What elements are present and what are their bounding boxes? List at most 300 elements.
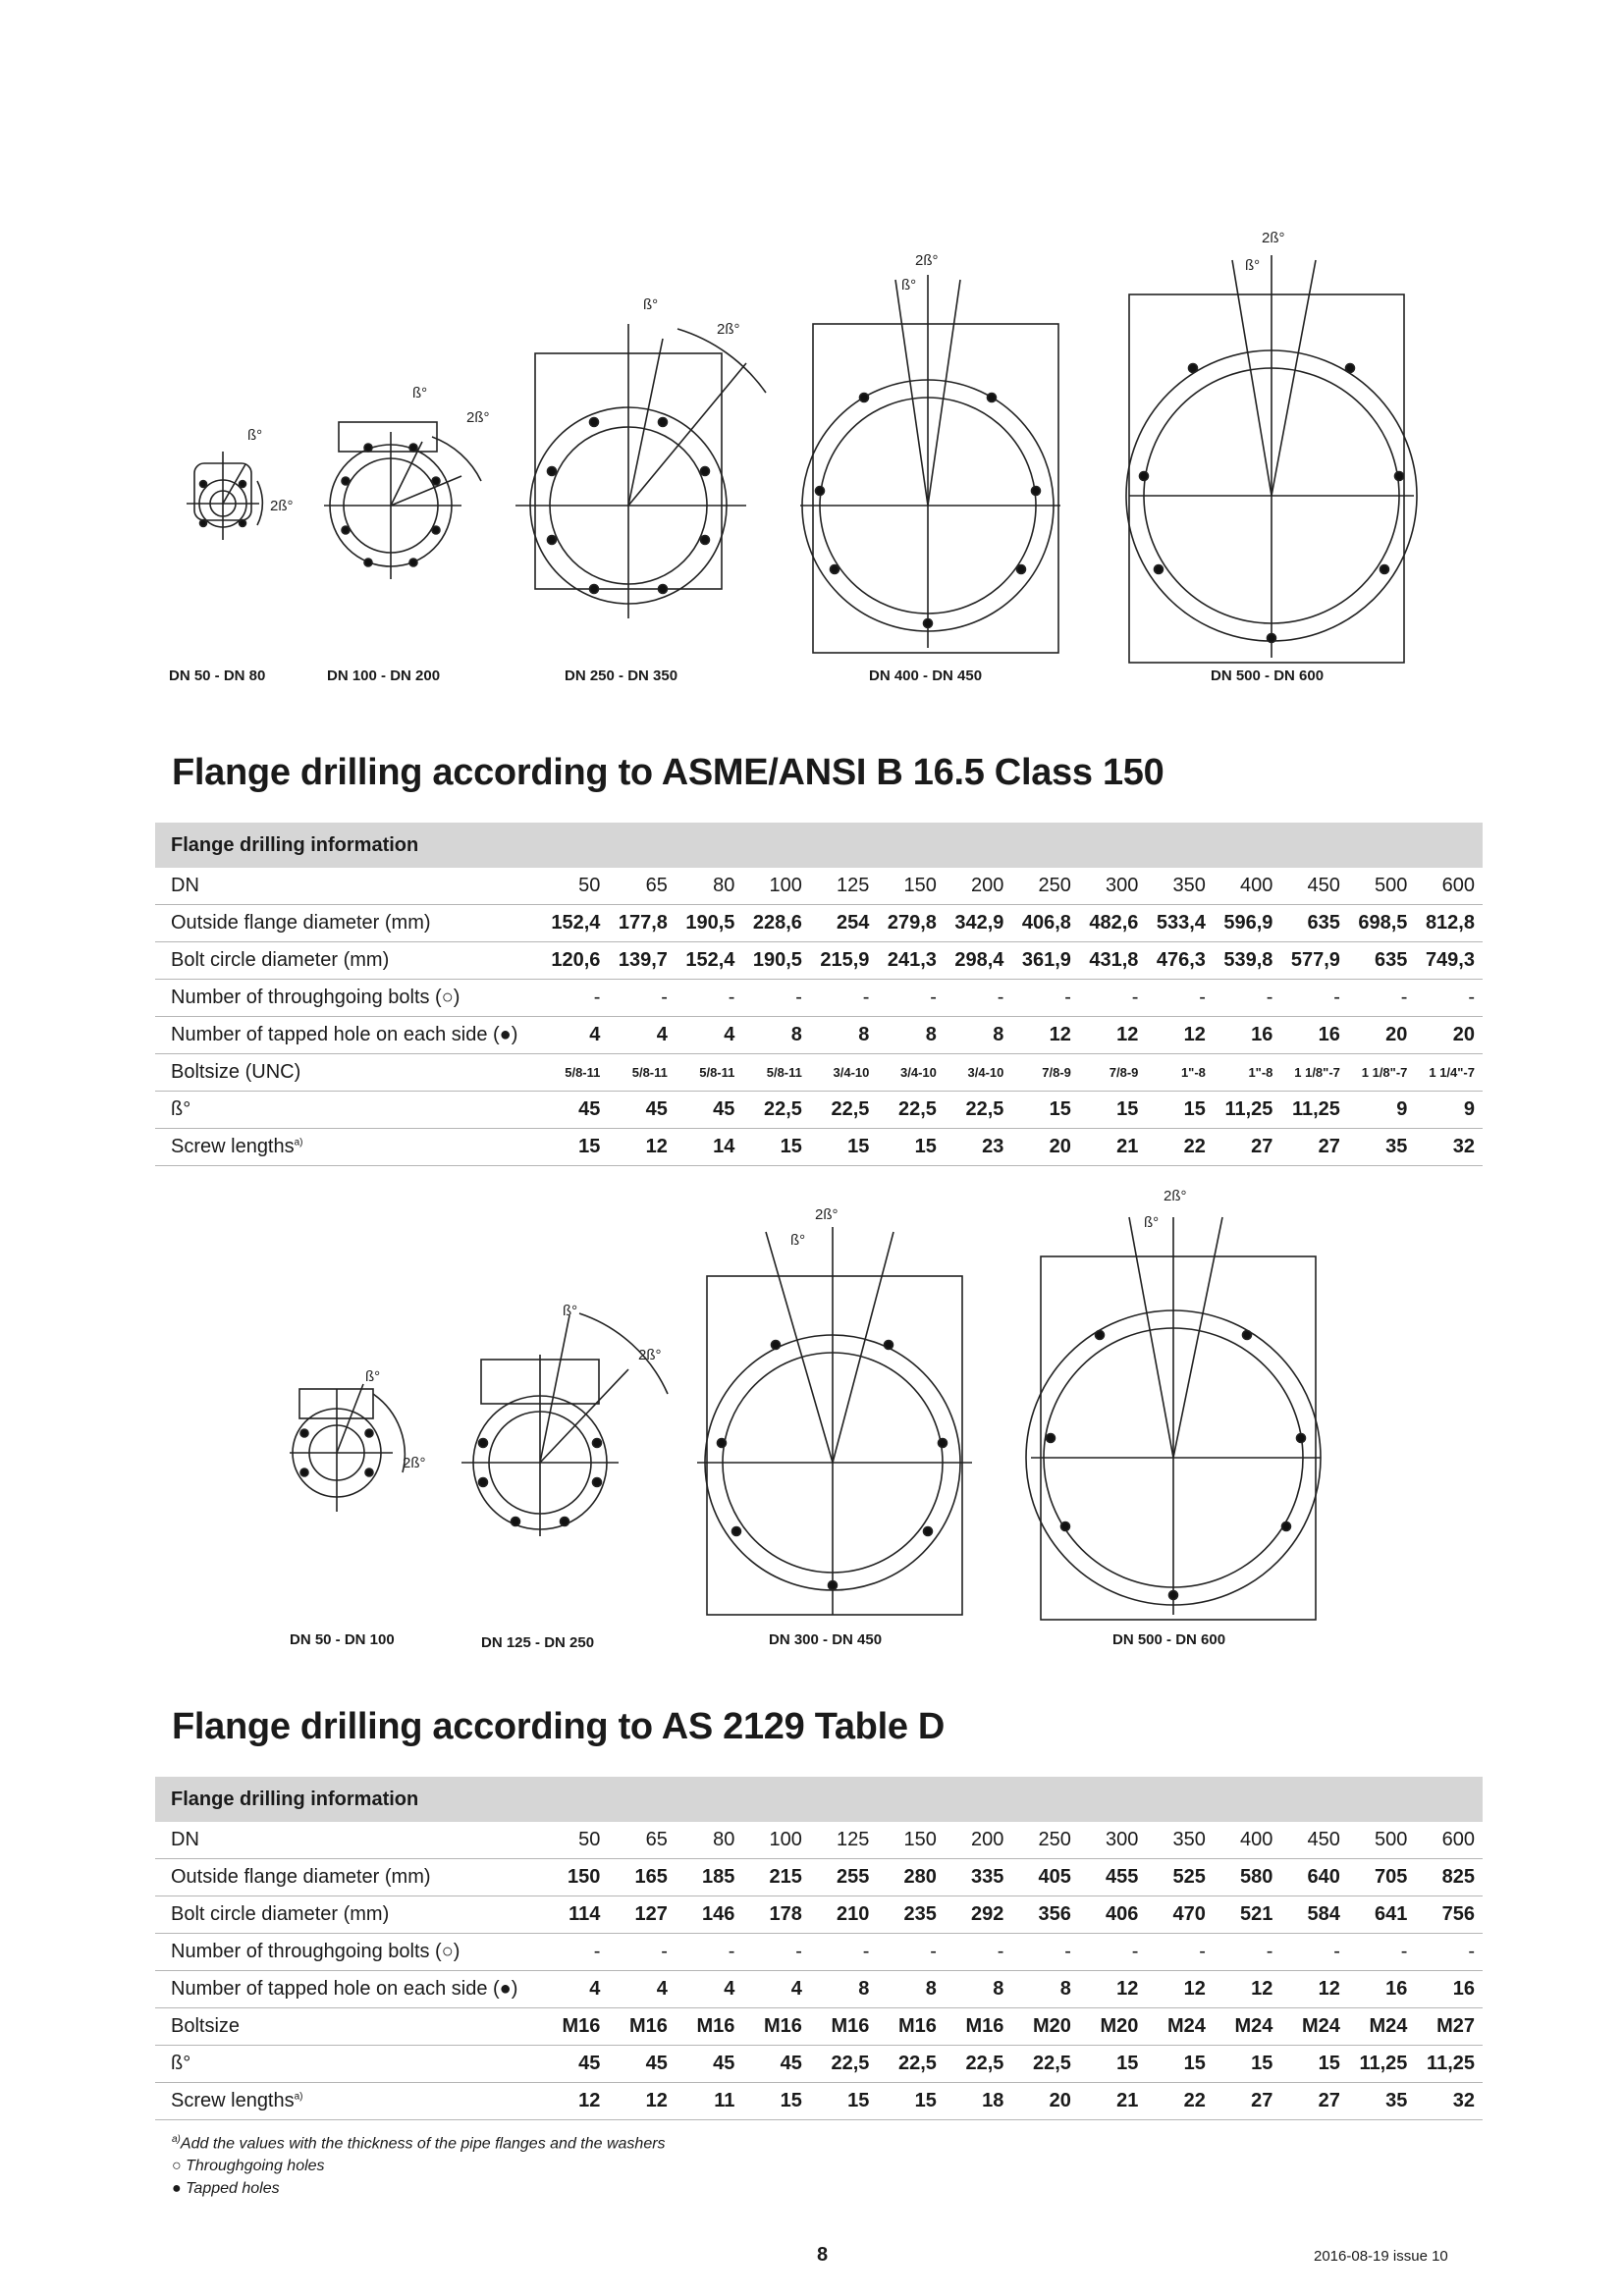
table-cell: 15 [1079, 2046, 1147, 2083]
table-row [155, 1092, 1483, 1129]
table-cell: 146 [676, 1896, 743, 1934]
row-label [155, 1896, 541, 1934]
table-cell: 1"-8 [1146, 1054, 1214, 1092]
table-cell: 22,5 [945, 2046, 1012, 2083]
table-cell: 35 [1348, 2083, 1416, 2120]
table-cell: 8 [810, 1971, 878, 2008]
table-cell: 3/4-10 [945, 1054, 1012, 1092]
table-row [155, 2046, 1483, 2083]
flange-drawings-svg-2 [0, 1178, 1624, 1659]
table-cell: - [810, 1934, 878, 1971]
table-cell: 12 [1146, 1017, 1214, 1054]
table-cell: 361,9 [1011, 942, 1079, 980]
table-cell: 80 [676, 1822, 743, 1859]
table-cell: 15 [541, 1129, 609, 1166]
table-cell: 22,5 [945, 1092, 1012, 1129]
row-label [155, 1017, 541, 1054]
table-cell: M16 [877, 2008, 945, 2046]
table-cell: 152,4 [541, 905, 609, 942]
table-cell: 15 [877, 2083, 945, 2120]
valve-drawing-dn125-250 [461, 1313, 668, 1536]
table-cell: 45 [742, 2046, 810, 2083]
table-cell: 18 [945, 2083, 1012, 2120]
table-cell: 250 [1011, 1822, 1079, 1859]
table-cell: 450 [1280, 1822, 1348, 1859]
table-cell: 756 [1415, 1896, 1483, 1934]
table-cell: 3/4-10 [810, 1054, 878, 1092]
table-cell: 15 [877, 1129, 945, 1166]
table-cell: 12 [1079, 1017, 1147, 1054]
table-cell: 200 [945, 1822, 1012, 1859]
issue-date: 2016-08-19 issue 10 [1314, 2248, 1448, 2265]
table-cell: 45 [608, 1092, 676, 1129]
table-cell: 584 [1280, 1896, 1348, 1934]
table-cell: 7/8-9 [1079, 1054, 1147, 1092]
row-label-text: DN [171, 1829, 199, 1850]
beta-label-7: ß° [563, 1303, 578, 1319]
table-cell: - [1348, 1934, 1416, 1971]
table-cell: 8 [742, 1017, 810, 1054]
table-cell: 8 [945, 1017, 1012, 1054]
table-cell: 21 [1079, 2083, 1147, 2120]
table-cell: 812,8 [1415, 905, 1483, 942]
table-cell: 23 [945, 1129, 1012, 1166]
row-label [155, 1054, 541, 1092]
table-cell: - [1011, 980, 1079, 1017]
row-label [155, 868, 541, 905]
table-cell: M24 [1348, 2008, 1416, 2046]
table-cell: 16 [1280, 1017, 1348, 1054]
table-cell: 577,9 [1280, 942, 1348, 980]
table-cell: - [1214, 980, 1281, 1017]
valve-drawing-dn50-100 [290, 1384, 405, 1512]
table-cell: 825 [1415, 1859, 1483, 1896]
table-header: Flange drilling information [155, 823, 1483, 868]
table-cell: 150 [877, 868, 945, 905]
two-beta-label-9: 2ß° [1164, 1188, 1187, 1204]
table-cell: 114 [541, 1896, 609, 1934]
table-cell: 525 [1146, 1859, 1214, 1896]
row-label-text: ß° [171, 2053, 191, 2074]
table-cell: - [541, 980, 609, 1017]
table-cell: 8 [810, 1017, 878, 1054]
table-cell: 50 [541, 1822, 609, 1859]
valve-drawing-dn250-350 [515, 324, 766, 618]
flange-table-as2129 [155, 1777, 1483, 2120]
table-cell: 65 [608, 868, 676, 905]
table-row [155, 1971, 1483, 2008]
table-cell: 21 [1079, 1129, 1147, 1166]
table-cell: - [1146, 980, 1214, 1017]
row-label [155, 1934, 541, 1971]
table-cell: 4 [742, 1971, 810, 2008]
row-label [155, 1859, 541, 1896]
table-cell: 235 [877, 1896, 945, 1934]
table-cell: 177,8 [608, 905, 676, 942]
table-cell: 4 [541, 1971, 609, 2008]
row-label [155, 905, 541, 942]
row-label [155, 942, 541, 980]
table-cell: - [945, 1934, 1012, 1971]
table-cell: 241,3 [877, 942, 945, 980]
row-label-text: Screw lengths [171, 2090, 295, 2111]
table-header: Flange drilling information [155, 1777, 1483, 1822]
figure-caption: DN 50 - DN 80 [169, 667, 266, 684]
table-cell: 11,25 [1415, 2046, 1483, 2083]
table-cell: 596,9 [1214, 905, 1281, 942]
table-cell: 100 [742, 1822, 810, 1859]
valve-drawing-dn50-80 [187, 452, 262, 540]
table-cell: - [1214, 1934, 1281, 1971]
table-cell: 250 [1011, 868, 1079, 905]
table-cell: 178 [742, 1896, 810, 1934]
table-cell: 100 [742, 868, 810, 905]
beta-label-5: ß° [1245, 257, 1261, 274]
table-cell: M27 [1415, 2008, 1483, 2046]
table-cell: 15 [1079, 1092, 1147, 1129]
flange-drawings-svg-1 [0, 226, 1624, 697]
table-cell: - [676, 1934, 743, 1971]
row-label-text: Outside flange diameter (mm) [171, 1866, 431, 1888]
table-cell: 580 [1214, 1859, 1281, 1896]
valve-drawing-dn500-600 [1026, 1217, 1321, 1620]
table-cell: 45 [541, 1092, 609, 1129]
table-cell: 470 [1146, 1896, 1214, 1934]
table-cell: 335 [945, 1859, 1012, 1896]
table-cell: 190,5 [676, 905, 743, 942]
table-cell: 600 [1415, 1822, 1483, 1859]
valve-drawing-dn300-450 [697, 1227, 972, 1615]
table-cell: 298,4 [945, 942, 1012, 980]
row-label [155, 1129, 541, 1166]
two-beta-label-3: 2ß° [717, 321, 740, 338]
table-cell: 482,6 [1079, 905, 1147, 942]
table-cell: 50 [541, 868, 609, 905]
table-row [155, 1934, 1483, 1971]
table-cell: 35 [1348, 1129, 1416, 1166]
row-label-text: Number of throughgoing bolts (○) [171, 987, 460, 1008]
table-cell: 5/8-11 [742, 1054, 810, 1092]
beta-label-8: ß° [790, 1232, 806, 1249]
table-cell: 539,8 [1214, 942, 1281, 980]
beta-label-1: ß° [247, 427, 263, 444]
table-cell: 3/4-10 [877, 1054, 945, 1092]
flange-drawings-asme [0, 226, 1624, 697]
two-beta-label-8: 2ß° [815, 1206, 839, 1223]
beta-label-6: ß° [365, 1368, 381, 1385]
two-beta-label-6: 2ß° [403, 1455, 426, 1471]
table-cell: M16 [676, 2008, 743, 2046]
row-label [155, 980, 541, 1017]
footnote-ref: a) [294, 2091, 303, 2103]
table-cell: 4 [676, 1971, 743, 2008]
table-cell: 190,5 [742, 942, 810, 980]
table-cell: 292 [945, 1896, 1012, 1934]
table-cell: 16 [1348, 1971, 1416, 2008]
figure-caption: DN 500 - DN 600 [1211, 667, 1325, 684]
page-number: 8 [817, 2244, 829, 2266]
table-cell: M24 [1280, 2008, 1348, 2046]
table-cell: 5/8-11 [608, 1054, 676, 1092]
table-cell: 11,25 [1280, 1092, 1348, 1129]
table-cell: - [742, 980, 810, 1017]
table-cell: 255 [810, 1859, 878, 1896]
table-cell: 12 [1079, 1971, 1147, 2008]
table-cell: 15 [810, 2083, 878, 2120]
table-cell: 1"-8 [1214, 1054, 1281, 1092]
table-cell: 400 [1214, 868, 1281, 905]
table-cell: 533,4 [1146, 905, 1214, 942]
table-cell: 15 [810, 1129, 878, 1166]
table-cell: - [1415, 980, 1483, 1017]
table-cell: - [1011, 1934, 1079, 1971]
table-cell: - [1280, 980, 1348, 1017]
table-cell: 4 [541, 1017, 609, 1054]
table-cell: 450 [1280, 868, 1348, 905]
table-row [155, 980, 1483, 1017]
row-label-text: Boltsize [171, 2015, 241, 2037]
table-cell: 4 [676, 1017, 743, 1054]
flange-drawings-as2129 [0, 1178, 1624, 1659]
table-cell: 150 [877, 1822, 945, 1859]
table-cell: 20 [1348, 1017, 1416, 1054]
table-cell: 8 [1011, 1971, 1079, 2008]
table-cell: 356 [1011, 1896, 1079, 1934]
table-cell: - [608, 1934, 676, 1971]
table-cell: 127 [608, 1896, 676, 1934]
table-cell: 27 [1280, 1129, 1348, 1166]
table-cell: 152,4 [676, 942, 743, 980]
table-cell: 5/8-11 [676, 1054, 743, 1092]
table-cell: 12 [1280, 1971, 1348, 2008]
table-cell: 185 [676, 1859, 743, 1896]
table-cell: 350 [1146, 868, 1214, 905]
table-row [155, 1896, 1483, 1934]
table-cell: 1 1/8"-7 [1280, 1054, 1348, 1092]
footnote-throughgoing: ○ Throughgoing holes [172, 2158, 325, 2175]
footnotes [172, 2128, 666, 2200]
table-cell: 4 [608, 1971, 676, 2008]
figure-caption: DN 300 - DN 450 [769, 1631, 883, 1648]
table-cell: M16 [742, 2008, 810, 2046]
table-cell: 8 [877, 1971, 945, 2008]
table-cell: 200 [945, 868, 1012, 905]
table-cell: - [608, 980, 676, 1017]
table-cell: 80 [676, 868, 743, 905]
table-cell: 22,5 [810, 2046, 878, 2083]
table-cell: 210 [810, 1896, 878, 1934]
table-cell: M24 [1214, 2008, 1281, 2046]
table-cell: 16 [1415, 1971, 1483, 2008]
table-cell: 4 [608, 1017, 676, 1054]
row-label [155, 2046, 541, 2083]
section-title-as2129: Flange drilling according to AS 2129 Table D [172, 1706, 946, 1747]
table-cell: 635 [1348, 942, 1416, 980]
beta-label-4: ß° [901, 277, 917, 294]
table-cell: 27 [1280, 2083, 1348, 2120]
table-cell: 165 [608, 1859, 676, 1896]
table-cell: 7/8-9 [1011, 1054, 1079, 1092]
table-cell: M16 [945, 2008, 1012, 2046]
table-cell: 300 [1079, 868, 1147, 905]
beta-label-2: ß° [412, 385, 428, 401]
table-cell: 12 [608, 2083, 676, 2120]
table-cell: 8 [945, 1971, 1012, 2008]
figure-caption: DN 100 - DN 200 [327, 667, 441, 684]
table-cell: 32 [1415, 1129, 1483, 1166]
table-cell: - [877, 1934, 945, 1971]
footnote-ref: a) [294, 1137, 303, 1148]
table-cell: 15 [1146, 1092, 1214, 1129]
figure-caption: DN 500 - DN 600 [1112, 1631, 1226, 1648]
table-cell: 215 [742, 1859, 810, 1896]
table-cell: M20 [1011, 2008, 1079, 2046]
table-cell: 705 [1348, 1859, 1416, 1896]
table-cell: 400 [1214, 1822, 1281, 1859]
table-cell: 8 [877, 1017, 945, 1054]
table-cell: 640 [1280, 1859, 1348, 1896]
table-cell: 5/8-11 [541, 1054, 609, 1092]
table-row [155, 868, 1483, 905]
figure-caption: DN 250 - DN 350 [565, 667, 678, 684]
table-cell: 11 [676, 2083, 743, 2120]
table-cell: 521 [1214, 1896, 1281, 1934]
row-label-text: Bolt circle diameter (mm) [171, 949, 390, 971]
table-cell: - [1348, 980, 1416, 1017]
table-row [155, 942, 1483, 980]
table-cell: 27 [1214, 1129, 1281, 1166]
table-cell: 139,7 [608, 942, 676, 980]
table-cell: 11,25 [1348, 2046, 1416, 2083]
row-label [155, 2008, 541, 2046]
footnote-a [172, 2128, 666, 2155]
table-cell: 125 [810, 1822, 878, 1859]
table-cell: 1 1/8"-7 [1348, 1054, 1416, 1092]
table-cell: - [1146, 1934, 1214, 1971]
table-cell: - [676, 980, 743, 1017]
table-cell: 45 [676, 1092, 743, 1129]
table-cell: - [1079, 1934, 1147, 1971]
table-cell: 45 [541, 2046, 609, 2083]
table-row [155, 1054, 1483, 1092]
table-cell: 45 [608, 2046, 676, 2083]
table-cell: 342,9 [945, 905, 1012, 942]
table-cell: 600 [1415, 868, 1483, 905]
footnote-tapped: ● Tapped holes [172, 2180, 280, 2198]
table-cell: 15 [1214, 2046, 1281, 2083]
table-cell: - [1280, 1934, 1348, 1971]
table-cell: 12 [1146, 1971, 1214, 2008]
table-cell: 150 [541, 1859, 609, 1896]
figure-caption: DN 50 - DN 100 [290, 1631, 395, 1648]
row-label-text: Number of throughgoing bolts (○) [171, 1941, 460, 1962]
table-cell: 279,8 [877, 905, 945, 942]
table-cell: - [541, 1934, 609, 1971]
table-cell: 749,3 [1415, 942, 1483, 980]
table-cell: 15 [742, 1129, 810, 1166]
table-cell: 16 [1214, 1017, 1281, 1054]
row-label-text: Outside flange diameter (mm) [171, 912, 431, 934]
table-cell: 12 [1214, 1971, 1281, 2008]
table-cell: 455 [1079, 1859, 1147, 1896]
table-cell: 254 [810, 905, 878, 942]
table-cell: 27 [1214, 2083, 1281, 2120]
table-row [155, 2008, 1483, 2046]
valve-drawing-dn400-450 [800, 275, 1060, 653]
table-cell: 406,8 [1011, 905, 1079, 942]
valve-drawing-dn500-600 [1126, 255, 1417, 663]
row-label-text: Number of tapped hole on each side (●) [171, 1024, 518, 1045]
table-cell: 15 [742, 2083, 810, 2120]
table-cell: 20 [1011, 2083, 1079, 2120]
section-title-asme: Flange drilling according to ASME/ANSI B 16.5 Class 150 [172, 752, 1164, 793]
row-label [155, 1971, 541, 2008]
two-beta-label-4: 2ß° [915, 252, 939, 269]
figure-caption: DN 400 - DN 450 [869, 667, 983, 684]
table-cell: 431,8 [1079, 942, 1147, 980]
table-cell: M24 [1146, 2008, 1214, 2046]
table-cell: 9 [1415, 1092, 1483, 1129]
table-cell: 406 [1079, 1896, 1147, 1934]
row-label-text: Boltsize (UNC) [171, 1061, 301, 1083]
table-cell: 500 [1348, 1822, 1416, 1859]
footnote-sup: a) [172, 2134, 181, 2145]
table-cell: M20 [1079, 2008, 1147, 2046]
table-cell: 12 [1011, 1017, 1079, 1054]
table-row [155, 1017, 1483, 1054]
table-row [155, 1822, 1483, 1859]
table-cell: M16 [810, 2008, 878, 2046]
row-label-text: ß° [171, 1098, 191, 1120]
table-cell: - [945, 980, 1012, 1017]
table-cell: 32 [1415, 2083, 1483, 2120]
table-cell: 125 [810, 868, 878, 905]
table-cell: - [742, 1934, 810, 1971]
table-cell: 635 [1280, 905, 1348, 942]
table-cell: 65 [608, 1822, 676, 1859]
beta-label-3: ß° [643, 296, 659, 313]
row-label [155, 1092, 541, 1129]
flange-table-asme [155, 823, 1483, 1166]
table-cell: 405 [1011, 1859, 1079, 1896]
table-cell: 15 [1280, 2046, 1348, 2083]
row-label-text: DN [171, 875, 199, 896]
table-cell: 45 [676, 2046, 743, 2083]
table-cell: 14 [676, 1129, 743, 1166]
row-label [155, 1822, 541, 1859]
table-cell: 20 [1011, 1129, 1079, 1166]
table-cell: 15 [1011, 1092, 1079, 1129]
table-cell: 22,5 [877, 1092, 945, 1129]
table-cell: 500 [1348, 868, 1416, 905]
table-cell: 15 [1146, 2046, 1214, 2083]
table-cell: 9 [1348, 1092, 1416, 1129]
table-cell: - [810, 980, 878, 1017]
table-cell: 22 [1146, 1129, 1214, 1166]
table-cell: - [1079, 980, 1147, 1017]
figure-caption: DN 125 - DN 250 [481, 1634, 595, 1651]
table-cell: M16 [608, 2008, 676, 2046]
table-cell: 22,5 [810, 1092, 878, 1129]
table-cell: 12 [541, 2083, 609, 2120]
table-cell: 120,6 [541, 942, 609, 980]
footnote-text: Add the values with the thickness of the pipe flanges and the washers [180, 2135, 666, 2153]
table-row [155, 1129, 1483, 1166]
table-cell: 22,5 [877, 2046, 945, 2083]
two-beta-label-1: 2ß° [270, 498, 294, 514]
table-row [155, 2083, 1483, 2120]
table-cell: 215,9 [810, 942, 878, 980]
